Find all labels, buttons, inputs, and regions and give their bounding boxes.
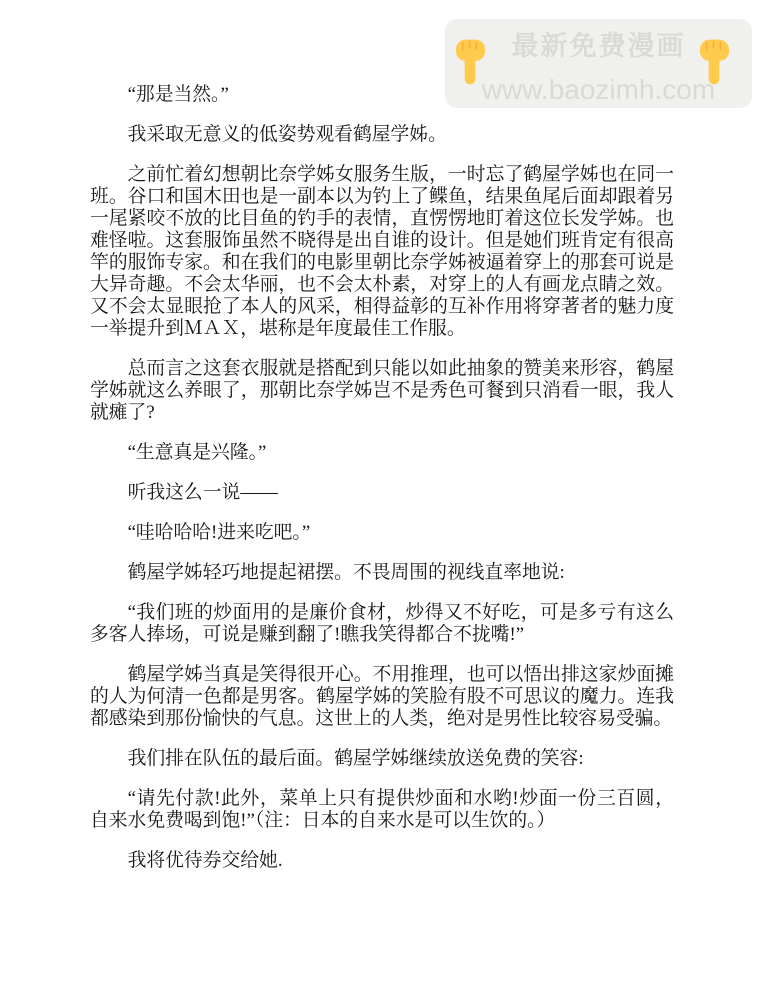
- paragraph: 我们排在队伍的最后面。鹤屋学姊继续放送免费的笑容:: [127, 748, 584, 769]
- paragraph: 听我这么一说——: [127, 482, 278, 503]
- paragraph: 鹤屋学姊当真是笑得很开心。不用推理，也可以悟出排这家炒面摊的人为何清一色都是男客。鹤屋学姊的笑脸有股不可思议的魔力。连我都感染到那份愉快的气息。这世上的人类，绝对是男性比较容易受骗。: [90, 664, 674, 729]
- watermark-url: www.baozimh.com: [481, 74, 716, 105]
- paragraph: “我们班的炒面用的是廉价食材，炒得又不好吃，可是多亏有这么多客人捧场，可说是赚到翻了!瞧我笑得都合不拢嘴!”: [90, 602, 674, 645]
- paragraph: 我将优待券交给她.: [127, 850, 283, 871]
- paragraph: 之前忙着幻想朝比奈学姊女服务生版，一时忘了鹤屋学姊也在同一班。谷口和国木田也是一副本以为钓上了鲽鱼，结果鱼尾后面却跟着另一尾紧咬不放的比目鱼的钓手的表情，直愣愣地盯着这位长发学姊。也难怪啦。这套服饰虽然不晓得是出自谁的设计。但是她们班肯定有很高竿的服饰专家。和在我们的电影里朝比奈学姊被逼着穿上的那套可说是大异奇趣。不会太华丽，也不会太朴素，对穿上的人有画龙点睛之效。又不会太显眼抢了本人的风采，相得益彰的互补作用将穿著者的魅力度一举提升到ＭＡＸ，堪称是年度最佳工作服。: [90, 164, 674, 339]
- paragraph: “请先付款!此外，菜单上只有提供炒面和水哟!炒面一份三百圆，自来水免费喝到饱!”（注：日本的自来水是可以生饮的。）: [90, 788, 674, 831]
- paragraph: 我采取无意义的低姿势观看鹤屋学姊。: [127, 124, 447, 145]
- paragraph: “生意真是兴隆。”: [127, 442, 267, 463]
- watermark-title: 最新免费漫画: [511, 31, 686, 61]
- novel-text: [90, 84, 674, 890]
- paragraph: “哇哈哈哈!进来吃吧。”: [127, 522, 311, 543]
- paragraph: 总而言之这套衣服就是搭配到只能以如此抽象的赞美来形容，鹤屋学姊就这么养眼了，那朝比奈学姊岂不是秀色可餐到只消看一眼，我人就瘫了?: [90, 358, 674, 423]
- paragraph: “那是当然。”: [127, 84, 229, 105]
- paragraph: 鹤屋学姊轻巧地提起裙摆。不畏周围的视线直率地说:: [127, 562, 565, 583]
